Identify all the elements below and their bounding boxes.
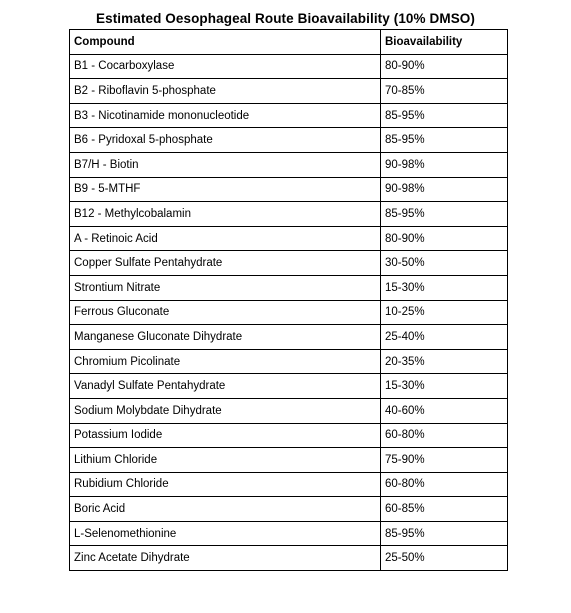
- table-row: [70, 374, 508, 399]
- compound-cell: Ferrous Gluconate: [70, 300, 381, 325]
- bioavailability-cell: 30-50%: [381, 251, 508, 276]
- document-title: Estimated Oesophageal Route Bioavailability (10% DMSO): [96, 11, 475, 26]
- bioavailability-table: [69, 29, 508, 571]
- bioavailability-cell: 90-98%: [381, 152, 508, 177]
- bioavailability-cell: 70-85%: [381, 79, 508, 104]
- table-row: [70, 349, 508, 374]
- table-row: [70, 546, 508, 571]
- bioavailability-cell: 15-30%: [381, 275, 508, 300]
- table-row: [70, 325, 508, 350]
- compound-cell: Vanadyl Sulfate Pentahydrate: [70, 374, 381, 399]
- bioavailability-cell: 85-95%: [381, 202, 508, 227]
- table-row: [70, 423, 508, 448]
- table-row: [70, 54, 508, 79]
- bioavailability-cell: 60-85%: [381, 497, 508, 522]
- compound-cell: Rubidium Chloride: [70, 472, 381, 497]
- table-row: [70, 226, 508, 251]
- table-row: [70, 128, 508, 153]
- table-row: [70, 472, 508, 497]
- compound-cell: B3 - Nicotinamide mononucleotide: [70, 103, 381, 128]
- compound-cell: L-Selenomethionine: [70, 521, 381, 546]
- bioavailability-cell: 85-95%: [381, 103, 508, 128]
- compound-cell: Potassium Iodide: [70, 423, 381, 448]
- bioavailability-cell: 90-98%: [381, 177, 508, 202]
- compound-cell: Manganese Gluconate Dihydrate: [70, 325, 381, 350]
- bioavailability-cell: 85-95%: [381, 521, 508, 546]
- compound-cell: Copper Sulfate Pentahydrate: [70, 251, 381, 276]
- compound-cell: Chromium Picolinate: [70, 349, 381, 374]
- compound-cell: B1 - Cocarboxylase: [70, 54, 381, 79]
- table-row: [70, 152, 508, 177]
- table-row: [70, 497, 508, 522]
- bioavailability-cell: 85-95%: [381, 128, 508, 153]
- compound-cell: B12 - Methylcobalamin: [70, 202, 381, 227]
- table-row: [70, 275, 508, 300]
- table-row: [70, 103, 508, 128]
- compound-cell: Strontium Nitrate: [70, 275, 381, 300]
- table-row: [70, 300, 508, 325]
- table-row: [70, 79, 508, 104]
- column-header-compound: Compound: [70, 30, 381, 55]
- bioavailability-cell: 25-50%: [381, 546, 508, 571]
- bioavailability-cell: 15-30%: [381, 374, 508, 399]
- table-row: [70, 251, 508, 276]
- compound-cell: B7/H - Biotin: [70, 152, 381, 177]
- compound-cell: A - Retinoic Acid: [70, 226, 381, 251]
- compound-cell: B6 - Pyridoxal 5-phosphate: [70, 128, 381, 153]
- bioavailability-cell: 80-90%: [381, 54, 508, 79]
- bioavailability-cell: 60-80%: [381, 472, 508, 497]
- table-row: [70, 202, 508, 227]
- compound-cell: Zinc Acetate Dihydrate: [70, 546, 381, 571]
- bioavailability-cell: 10-25%: [381, 300, 508, 325]
- bioavailability-cell: 20-35%: [381, 349, 508, 374]
- bioavailability-cell: 60-80%: [381, 423, 508, 448]
- compound-cell: Lithium Chloride: [70, 448, 381, 473]
- bioavailability-cell: 25-40%: [381, 325, 508, 350]
- table-row: [70, 398, 508, 423]
- compound-cell: B9 - 5-MTHF: [70, 177, 381, 202]
- table-row: [70, 448, 508, 473]
- column-header-bioavailability: Bioavailability: [381, 30, 508, 55]
- table-row: [70, 177, 508, 202]
- bioavailability-cell: 80-90%: [381, 226, 508, 251]
- bioavailability-cell: 40-60%: [381, 398, 508, 423]
- table-row: [70, 521, 508, 546]
- compound-cell: Sodium Molybdate Dihydrate: [70, 398, 381, 423]
- bioavailability-cell: 75-90%: [381, 448, 508, 473]
- compound-cell: B2 - Riboflavin 5-phosphate: [70, 79, 381, 104]
- table-header-row: [70, 30, 508, 55]
- compound-cell: Boric Acid: [70, 497, 381, 522]
